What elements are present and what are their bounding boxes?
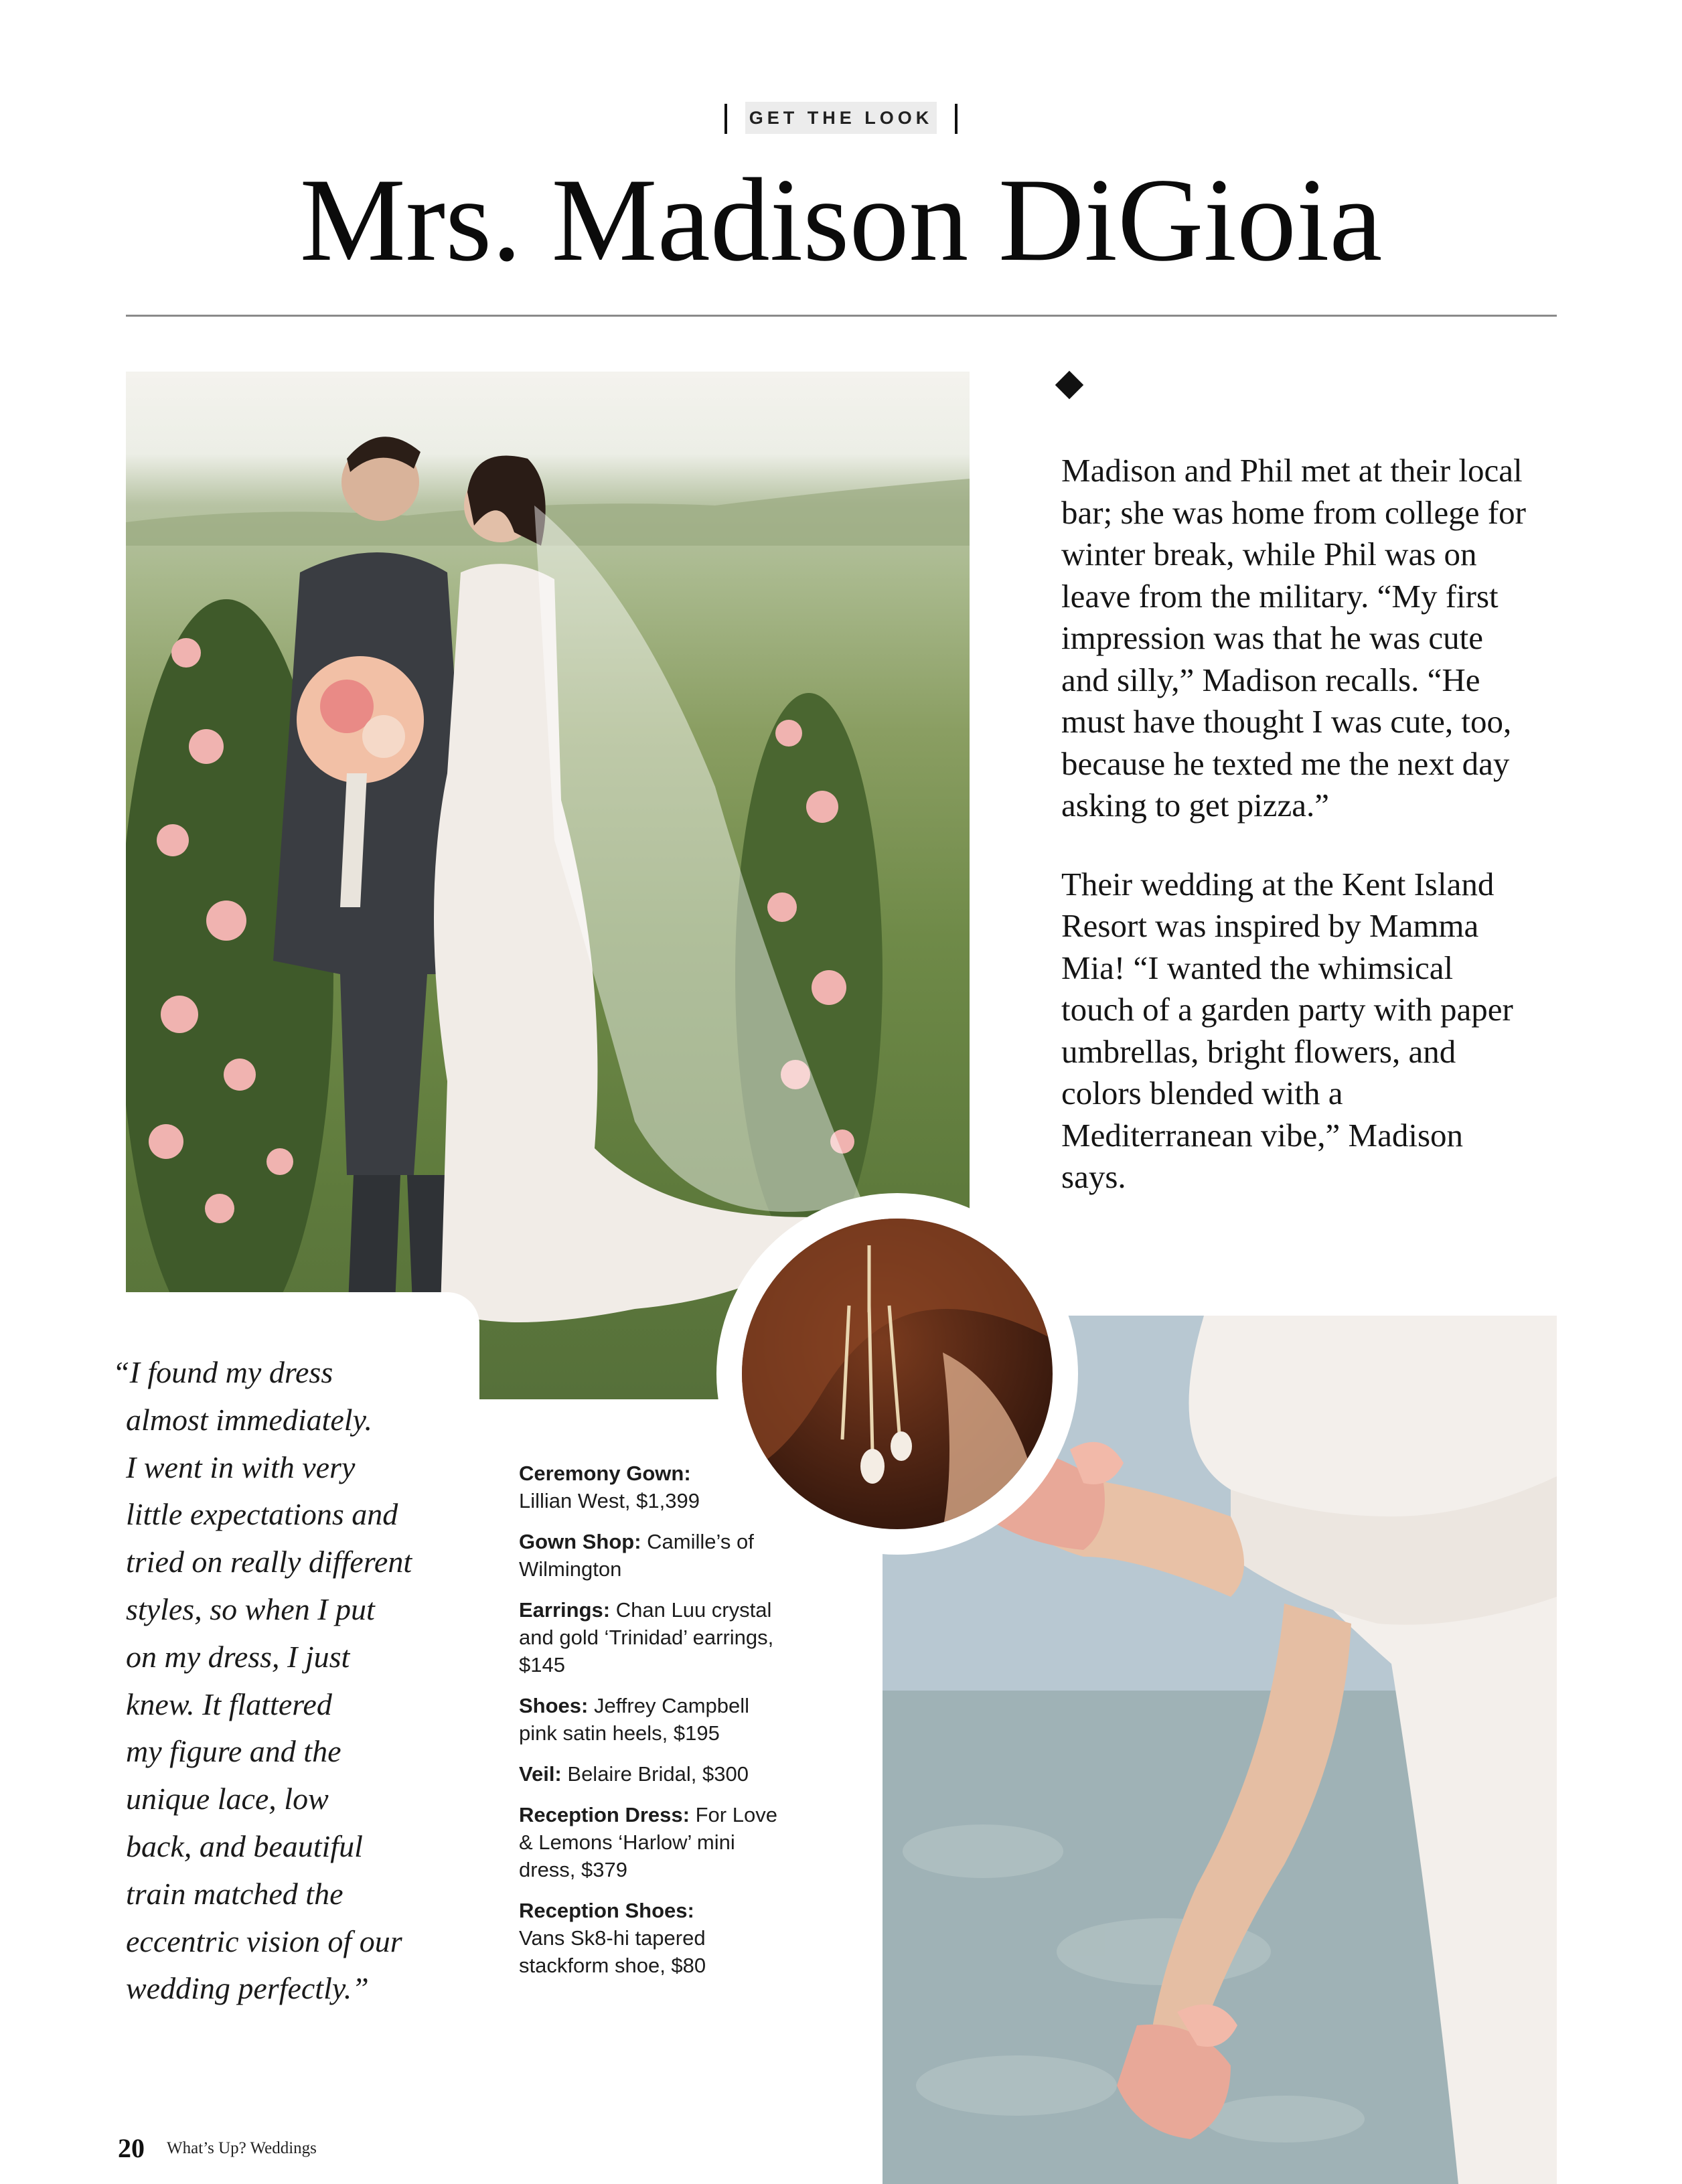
quote-line: knew. It flattered bbox=[126, 1687, 332, 1721]
credit-value: Jeffrey Campbell pink satin heels, $195 bbox=[519, 1694, 750, 1745]
credit-value: Belaire Bridal, $300 bbox=[567, 1762, 749, 1786]
story-paragraph-1: Madison and Phil met at their local bar; she was home from college for winter break, while Phil was on leave from the military. “My first impression was that he was cute and silly,” Madison recalls. “He must have thought I was cute, too, because he texted me the next day asking to get pizza.” bbox=[1061, 452, 1526, 824]
diamond-ornament bbox=[1055, 371, 1083, 399]
quote-line: I went in with very bbox=[126, 1450, 356, 1484]
credit-value: Lillian West, $1,399 bbox=[519, 1489, 700, 1512]
quote-line: tried on really different bbox=[126, 1545, 412, 1579]
kicker-text: GET THE LOOK bbox=[749, 107, 933, 128]
quote-line: styles, so when I put bbox=[126, 1591, 375, 1626]
credit-label: Gown Shop: bbox=[519, 1530, 641, 1553]
credit-reception-dress bbox=[519, 1801, 787, 1883]
quote-line: on my dress, I just bbox=[126, 1639, 350, 1674]
quote-line: eccentric vision of our bbox=[126, 1924, 402, 1958]
story-paragraph-2: Their wedding at the Kent Island Resort was inspired by Mamma Mia! “I wanted the whimsical touch of a garden party with paper umbrellas, bright flowers, and colors blended with a Mediterranean vibe,” Madison says. bbox=[1061, 865, 1513, 1195]
quote-line: back, and beautiful bbox=[126, 1828, 363, 1863]
title-divider bbox=[126, 315, 1557, 317]
quote-line: little expectations and bbox=[126, 1497, 398, 1532]
credit-label: Veil: bbox=[519, 1762, 562, 1786]
credit-gown-shop bbox=[519, 1528, 787, 1583]
credit-veil bbox=[519, 1760, 787, 1788]
quote-line: “I found my dress bbox=[112, 1355, 333, 1389]
kicker-bar-left bbox=[724, 104, 727, 134]
credit-label: Ceremony Gown: bbox=[519, 1462, 691, 1485]
photo-earring-illustration bbox=[742, 1219, 1053, 1529]
quote-line: wedding perfectly.” bbox=[126, 1971, 369, 2006]
publication-name: What’s Up? Weddings bbox=[167, 2139, 317, 2157]
credit-label: Shoes: bbox=[519, 1694, 589, 1717]
credit-label: Reception Shoes: bbox=[519, 1899, 694, 1922]
page-title: Mrs. Madison DiGioia bbox=[299, 153, 1383, 286]
quote-line: unique lace, low bbox=[126, 1782, 329, 1816]
page-number: 20 bbox=[118, 2133, 145, 2163]
quote-line: train matched the bbox=[126, 1876, 343, 1911]
credit-value: For Love & Lemons ‘Harlow’ mini dress, $379 bbox=[519, 1803, 777, 1881]
credit-value: Camille’s of Wilmington bbox=[519, 1530, 754, 1581]
credit-label: Earrings: bbox=[519, 1598, 611, 1622]
credit-ceremony-gown bbox=[519, 1460, 787, 1514]
credit-value: Vans Sk8-hi tapered stackform shoe, $80 bbox=[519, 1926, 706, 1977]
credit-earrings bbox=[519, 1596, 787, 1679]
pull-quote bbox=[112, 1349, 487, 2013]
credit-reception-shoes bbox=[519, 1897, 787, 1979]
story-text bbox=[1061, 450, 1530, 1235]
credit-value: Chan Luu crystal and gold ‘Trinidad’ earrings, $145 bbox=[519, 1598, 774, 1676]
quote-line: almost immediately. bbox=[126, 1402, 372, 1437]
credit-label: Reception Dress: bbox=[519, 1803, 690, 1826]
kicker-label bbox=[745, 102, 937, 134]
credits-list bbox=[519, 1460, 787, 1993]
quote-line: my figure and the bbox=[126, 1734, 341, 1769]
photo-earring bbox=[742, 1219, 1053, 1529]
credit-shoes bbox=[519, 1692, 787, 1747]
kicker-bar-right bbox=[955, 104, 958, 134]
